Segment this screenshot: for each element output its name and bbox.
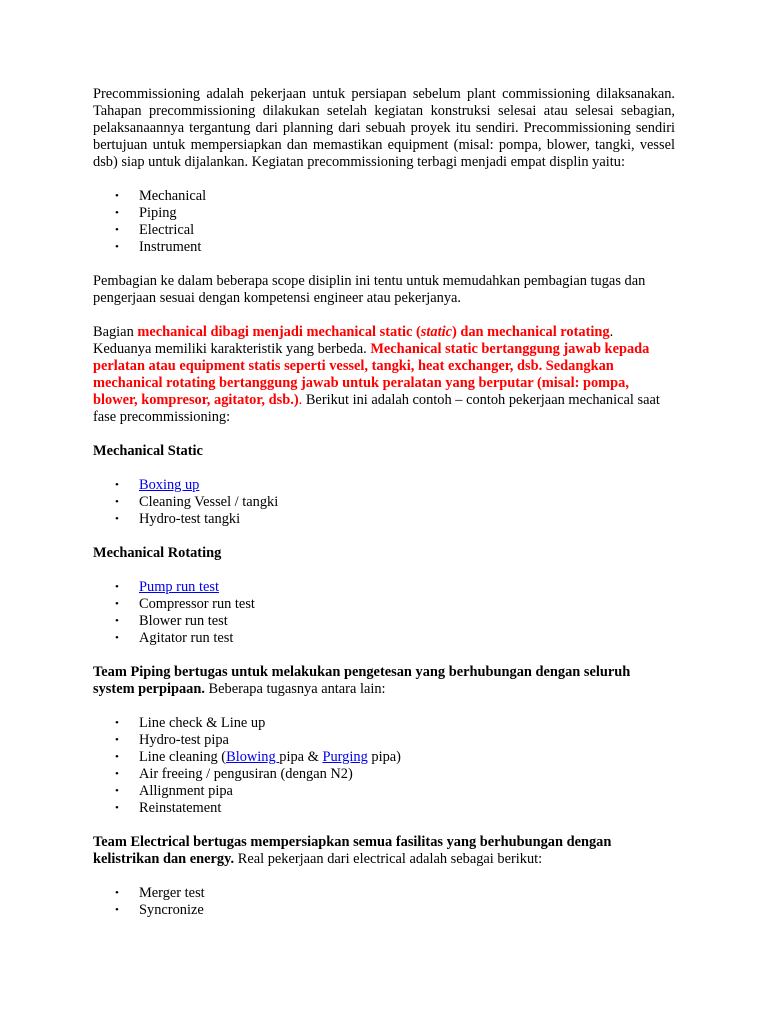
text-run: Real pekerjaan dari electrical adalah sebagai berikut: [234, 851, 543, 867]
list-item: • Air freeing / pengusiran (dengan N2) [93, 766, 675, 783]
text-run: Line cleaning ( [139, 749, 227, 765]
list-item: • Syncronize [93, 902, 675, 919]
text-run: . Keduanya memiliki karakteristik yang berbeda. [93, 324, 614, 357]
purging-link[interactable]: Purging [322, 749, 368, 765]
text-run: pipa & [279, 749, 323, 765]
list-item: • Agitator run test [93, 630, 675, 647]
mechanical-static-list [93, 477, 675, 528]
mechanical-rotating-heading: Mechanical Rotating [93, 545, 222, 561]
list-item: • Blower run test [93, 613, 675, 630]
list-item: • Instrument [93, 239, 675, 256]
list-item: • Cleaning Vessel / tangki [93, 494, 675, 511]
list-item: • Piping [93, 205, 675, 222]
highlight-text: Mechanical static bertanggung jawab kepada perlatan atau equipment statis seperti vessel, tangki, heat exchanger, dsb. Sedangkan mechanical rotating bertanggung jawab untuk peralatan yang berputar (misal: pompa, blower, kompresor, agitator, dsb.) [93, 341, 650, 408]
division-paragraph: Pembagian ke dalam beberapa scope disiplin ini tentu untuk memudahkan pembagian tugas dan pengerjaan sesuai dengan kompetensi engineer atau pekerjanya. [93, 273, 646, 306]
text-run: . [298, 392, 303, 408]
list-item: • Hydro-test pipa [93, 732, 675, 749]
list-item: • Electrical [93, 222, 675, 239]
text-run: Bagian [93, 324, 138, 340]
list-item [93, 579, 675, 596]
list-item: • Line check & Line up [93, 715, 675, 732]
list-item: • Compressor run test [93, 596, 675, 613]
list-item: • Mechanical [93, 188, 675, 205]
electrical-paragraph [93, 834, 675, 868]
discipline-list [93, 188, 675, 256]
highlight-text: mechanical dibagi menjadi mechanical static ( [137, 324, 421, 340]
text-run: Berikut ini adalah contoh – contoh pekerjaan mechanical saat fase precommissioning: [93, 392, 660, 425]
boxing-up-link[interactable]: Boxing up [139, 477, 200, 493]
list-item: • Merger test [93, 885, 675, 902]
electrical-list [93, 885, 675, 919]
list-item: • Reinstatement [93, 800, 675, 817]
text-run: Beberapa tugasnya antara lain: [204, 681, 386, 697]
highlight-text: ) dan mechanical rotating [451, 324, 610, 340]
piping-list [93, 715, 675, 817]
highlight-text: static [420, 324, 452, 340]
text-run: pipa) [367, 749, 401, 765]
piping-bold-text: Team Piping bertugas untuk melakukan pengetesan yang berhubungan dengan seluruh system perpipaan. [93, 664, 631, 697]
pump-run-test-link[interactable]: Pump run test [139, 579, 219, 595]
electrical-bold-text: Team Electrical bertugas mempersiapkan semua fasilitas yang berhubungan dengan kelistrikan dan energy. [93, 834, 612, 867]
piping-paragraph [93, 664, 675, 698]
document-page [93, 86, 675, 919]
mechanical-static-heading: Mechanical Static [93, 443, 203, 459]
blowing-link[interactable]: Blowing [226, 749, 280, 765]
list-item: • Hydro-test tangki [93, 511, 675, 528]
mechanical-paragraph [93, 324, 675, 426]
list-item: • Allignment pipa [93, 783, 675, 800]
mechanical-rotating-list [93, 579, 675, 647]
intro-paragraph: Precommissioning adalah pekerjaan untuk persiapan sebelum plant commissioning dilaksanakan. Tahapan precommissioning dilakukan setelah kegiatan konstruksi selesai atau selesai sebagian, pelaksanaannya tergantung dari planning dari sebuah proyek itu sendiri. Precommissioning sendiri bertujuan untuk mempersiapkan dan memastikan equipment (misal: pompa, blower, tangki, vessel dsb) siap untuk dijalankan. Kegiatan precommissioning terbagi menjadi empat displin yaitu: [93, 86, 675, 170]
list-item [93, 477, 675, 494]
list-item [93, 749, 675, 766]
